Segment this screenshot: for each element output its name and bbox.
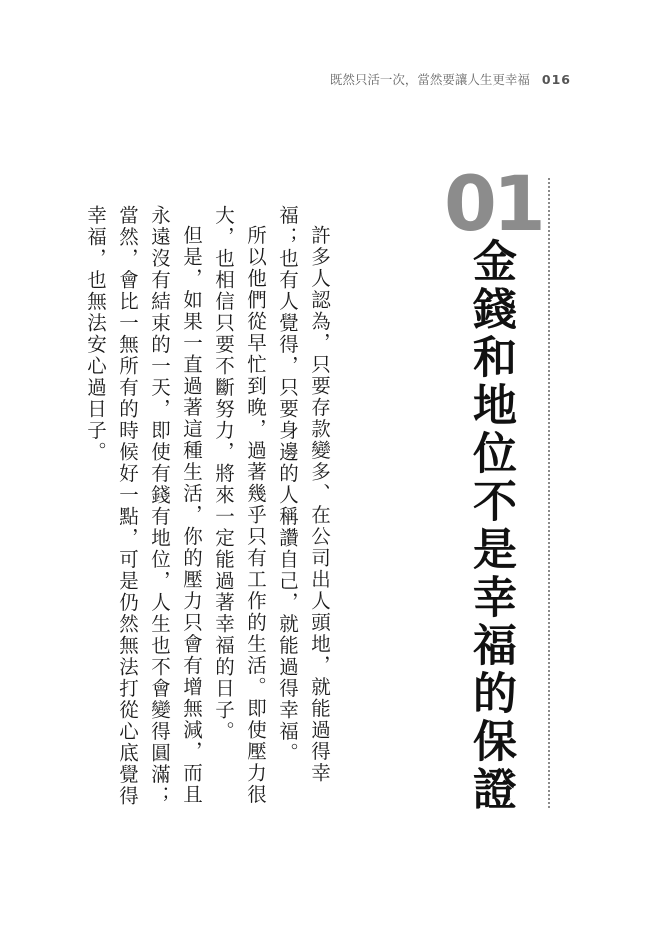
- running-header: [330, 70, 571, 88]
- paragraph: 所以他們從早忙到晚，過著幾乎只有工作的生活。即使壓力很大，也相信只要不斷努力，將來一定能過著幸福的日子。: [212, 205, 267, 805]
- paragraph: 但是，如果一直過著這種生活，你的壓力只會有增無減，而且永遠沒有結束的一天，即使有錢有地位，人生也不會變得圓滿；當然，會比一無所有的時候好一點，可是仍然無法打從心底覺得幸福，也無法安心過日子。: [84, 205, 203, 807]
- body-text: [79, 205, 335, 825]
- chapter-number: 01: [444, 159, 542, 248]
- page-number: 016: [541, 71, 571, 87]
- chapter-title: 金錢和地位不是幸福的保證: [465, 238, 516, 814]
- paragraph: 許多人認為，只要存款變多、在公司出人頭地，就能過得幸福；也有人覺得，只要身邊的人稱讚自己，就能過得幸福。: [276, 205, 331, 784]
- running-header-title: 既然只活一次，當然要讓人生更幸福: [329, 72, 530, 87]
- dotted-divider: [548, 178, 550, 808]
